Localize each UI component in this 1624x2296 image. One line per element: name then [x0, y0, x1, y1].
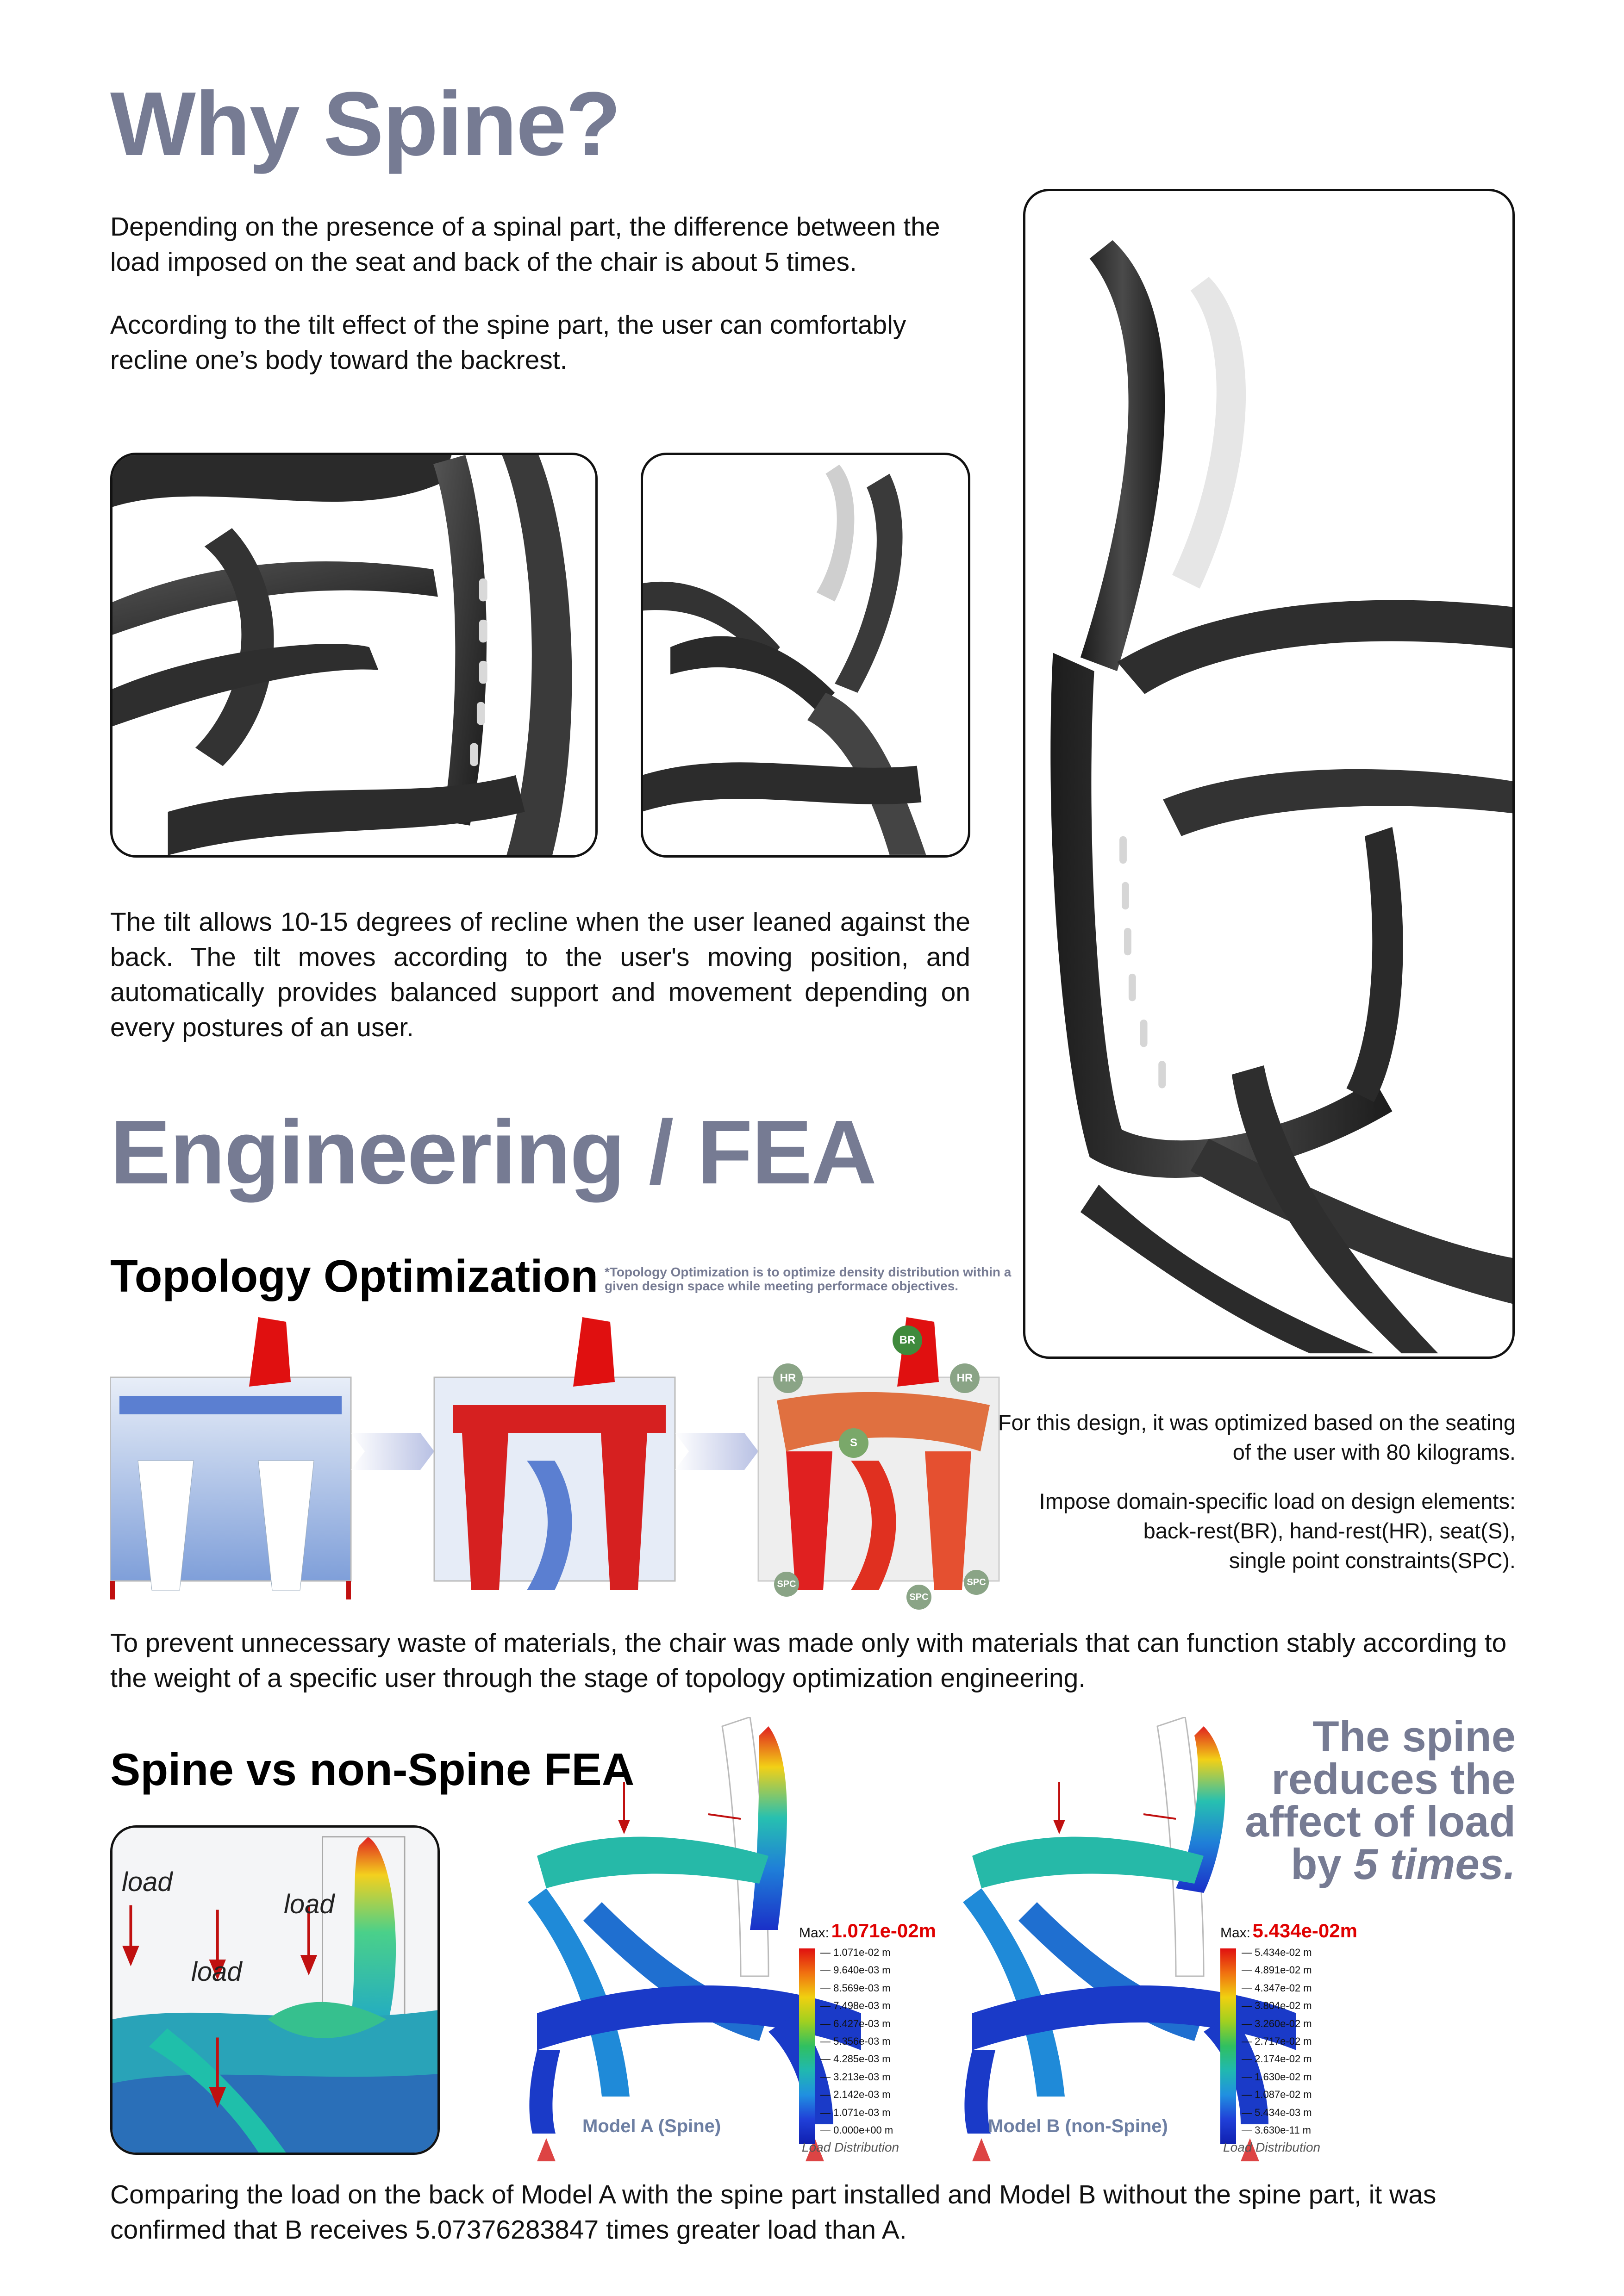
- model-b-max-label: Max:: [1220, 1925, 1251, 1941]
- spine-quote-line-1: The spine: [1312, 1712, 1516, 1761]
- load-label-2: load: [284, 1889, 335, 1919]
- model-a-colorbar: [799, 1948, 815, 2144]
- topology-note: *Topology Optimization is to optimize density distribution within a given design space while meeting performace objectives.: [605, 1265, 1012, 1293]
- model-b-max-value: 5.434e-02m: [1252, 1920, 1357, 1941]
- model-b-legend-row: — 3.260e-02 m: [1242, 2017, 1312, 2029]
- topology-side-text-2-line-3: single point constraints(SPC).: [1229, 1548, 1516, 1573]
- model-b-label: Model B (non-Spine): [988, 2116, 1168, 2136]
- model-a-legend-row: — 1.071e-03 m: [820, 2106, 891, 2118]
- model-a-legend-caption: Load Distribution: [802, 2140, 899, 2154]
- model-a-legend-row: — 9.640e-03 m: [820, 1964, 891, 1976]
- model-b-legend-row: — 2.174e-02 m: [1242, 2053, 1312, 2065]
- model-a-legend-row: — 4.285e-03 m: [820, 2053, 891, 2065]
- model-b-legend-row: — 4.891e-02 m: [1242, 1964, 1312, 1976]
- badge-hr-right: HR: [950, 1363, 980, 1393]
- model-b-legend-row: — 3.630e-11 m: [1242, 2124, 1312, 2136]
- badge-spc-right: SPC: [964, 1570, 989, 1595]
- engineering-title: Engineering / FEA: [110, 1101, 876, 1203]
- model-a-legend-row: — 5.356e-03 m: [820, 2035, 891, 2047]
- model-b-legend-row: — 5.434e-03 m: [1242, 2106, 1312, 2118]
- fea-conclusion: Comparing the load on the back of Model A with the spine part installed and Model B without the spine part, it was confirmed that B receives 5.07376283847 times greater load than A.: [110, 2180, 1437, 2245]
- topology-stages-illustration: [110, 1313, 1013, 1609]
- model-b-colorbar: [1220, 1948, 1236, 2144]
- fea-title: Spine vs non-Spine FEA: [110, 1744, 635, 1795]
- model-b-legend-row: — 4.347e-02 m: [1242, 1982, 1312, 1994]
- model-a-legend-row: — 8.569e-03 m: [820, 1982, 891, 1994]
- topology-stage-3: [758, 1317, 999, 1590]
- spine-quote-prefix: by: [1291, 1840, 1354, 1888]
- badge-spc-middle: SPC: [906, 1585, 931, 1610]
- model-b-legend-caption: Load Distribution: [1223, 2140, 1321, 2154]
- badge-s: S: [839, 1428, 868, 1458]
- topology-side-text-2-line-1: Impose domain-specific load on design elements:: [1039, 1489, 1516, 1513]
- load-label-3: load: [191, 1957, 242, 1987]
- spine-quote-line-2: reduces the: [1271, 1755, 1516, 1803]
- tilt-photo: [641, 453, 970, 858]
- model-a-legend-values: [820, 1944, 893, 2139]
- topology-stage-2: [434, 1317, 675, 1590]
- model-a-legend: [799, 1920, 952, 2160]
- spine-quote-line-4: [1111, 1840, 1516, 1888]
- chair-render-illustration: [1025, 191, 1512, 1356]
- badge-spc-left: SPC: [774, 1572, 799, 1597]
- topology-side-text-2-line-2: back-rest(BR), hand-rest(HR), seat(S),: [1143, 1518, 1516, 1543]
- model-a-label: Model A (Spine): [582, 2116, 721, 2136]
- tilt-illustration: [643, 455, 968, 855]
- model-b-legend-row: — 1.630e-02 m: [1242, 2071, 1312, 2083]
- spine-quote-emphasis: 5 times.: [1353, 1840, 1516, 1888]
- model-b-legend-values: [1242, 1944, 1312, 2139]
- why-paragraph-3: The tilt allows 10-15 degrees of recline when the user leaned against the back. The tilt moves according to the user's moving position, and automatically provides balanced support and movement depending on every postures of an user.: [110, 907, 970, 1042]
- model-a-legend-row: — 0.000e+00 m: [820, 2124, 893, 2136]
- model-b-legend: [1220, 1920, 1373, 2160]
- badge-hr-left: HR: [773, 1363, 803, 1393]
- spine-quote-line-3: affect of load: [1245, 1797, 1516, 1846]
- load-label-1: load: [122, 1867, 173, 1897]
- topology-title: Topology Optimization: [110, 1251, 599, 1301]
- model-b-legend-row: — 5.434e-02 m: [1242, 1947, 1312, 1958]
- spine-closeup-photo: [110, 453, 598, 858]
- model-a-legend-row: — 1.071e-02 m: [820, 1947, 891, 1958]
- fea-load-closeup: [110, 1825, 440, 2155]
- why-paragraph-2: According to the tilt effect of the spine part, the user can comfortably recline one’s body toward the backrest.: [110, 310, 906, 375]
- badge-br: BR: [893, 1325, 922, 1355]
- topology-stages: [110, 1313, 1013, 1609]
- model-a-max-label: Max:: [799, 1925, 830, 1941]
- model-a-legend-row: — 6.427e-03 m: [820, 2017, 891, 2029]
- topology-side-text-1: For this design, it was optimized based on the seating of the user with 80 kilograms.: [998, 1410, 1516, 1464]
- chair-render-photo: [1023, 189, 1515, 1359]
- why-paragraph-1: Depending on the presence of a spinal part, the difference between the load imposed on the seat and back of the chair is about 5 times.: [110, 212, 940, 277]
- spine-quote: [1111, 1712, 1516, 1888]
- model-a-legend-row: — 7.498e-03 m: [820, 2000, 891, 2012]
- topology-stage-1: [110, 1317, 351, 1599]
- model-b-legend-row: — 1.087e-02 m: [1242, 2089, 1312, 2101]
- model-a-max-value: 1.071e-02m: [831, 1920, 936, 1941]
- model-a-legend-row: — 3.213e-03 m: [820, 2071, 891, 2083]
- model-b-legend-row: — 3.804e-02 m: [1242, 2000, 1312, 2012]
- spine-closeup-illustration: [112, 455, 595, 855]
- why-spine-title: Why Spine?: [110, 73, 620, 174]
- topology-paragraph: To prevent unnecessary waste of materials, the chair was made only with materials that can function stably according to the weight of a specific user through the stage of topology optimization engineering.: [110, 1628, 1507, 1693]
- model-a-legend-row: — 2.142e-03 m: [820, 2089, 891, 2101]
- model-b-legend-row: — 2.717e-02 m: [1242, 2035, 1312, 2047]
